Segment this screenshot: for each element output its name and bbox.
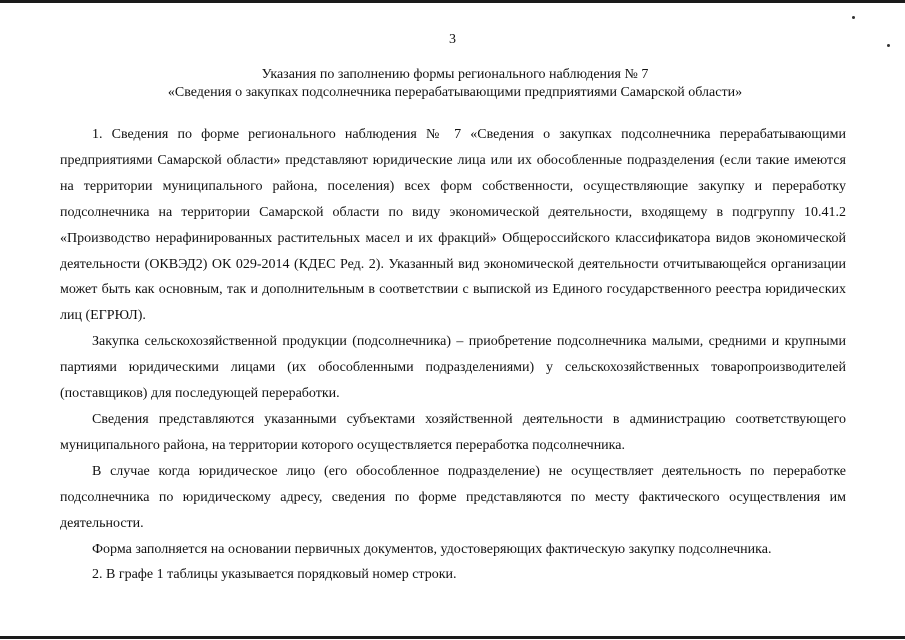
scan-speck <box>852 16 855 19</box>
paragraph-6: 2. В графе 1 таблицы указывается порядковый номер строки. <box>92 567 457 583</box>
title-line-1: Указания по заполнению формы регионального наблюдения № 7 <box>261 67 649 82</box>
bottom-scan-border <box>0 636 905 639</box>
document-title <box>60 66 850 102</box>
paragraph-2: Закупка сельскохозяйственной продукции (подсолнечника) – приобретение подсолнечника малыми, средними и крупными партиями юридическими лицами (их обособленными подразделениями) у сельскохозяйственных товаропроизводителей (поставщиков) для последующей переработки. <box>60 334 846 402</box>
top-scan-border <box>0 0 905 3</box>
title-line-2: «Сведения о закупках подсолнечника перерабатывающими предприятиями Самарской области» <box>167 85 743 100</box>
paragraph-5: Форма заполняется на основании первичных документов, удостоверяющих фактическую закупку подсолнечника. <box>92 541 772 557</box>
paragraph-4: В случае когда юридическое лицо (его обособленное подразделение) не осуществляет деятельность по переработке подсолнечника по юридическому адресу, сведения по форме представляются по месту фактического осуществления им деятельности. <box>60 463 846 531</box>
page-number: 3 <box>449 32 456 47</box>
paragraph-1: 1. Сведения по форме регионального наблюдения № 7 «Сведения о закупках подсолнечника перерабатывающими предприятиями Самарской области» представляют юридические лица или их обособленные подразделения (если такие имеются на территории муниципального района, поселения) всех форм собственности, осуществляющие закупку и переработку подсолнечника на территории Самарской области по виду экономической деятельности, входящему в подгруппу 10.41.2 «Производство нерафинированных растительных масел и их фракций» Общероссийского классификатора видов экономической деятельности (ОКВЭД2) ОК 029-2014 (КДЕС Ред. 2). Указанный вид экономической деятельности отчитывающейся организации может быть как основным, так и дополнительным в соответствии с выпиской из Единого государственного реестра юридических лиц (ЕГРЮЛ). <box>60 127 846 324</box>
document-body <box>60 122 846 588</box>
paragraph-3: Сведения представляются указанными субъектами хозяйственной деятельности в администрацию соответствующего муниципального района, на территории которого осуществляется переработка подсолнечника. <box>60 411 846 453</box>
